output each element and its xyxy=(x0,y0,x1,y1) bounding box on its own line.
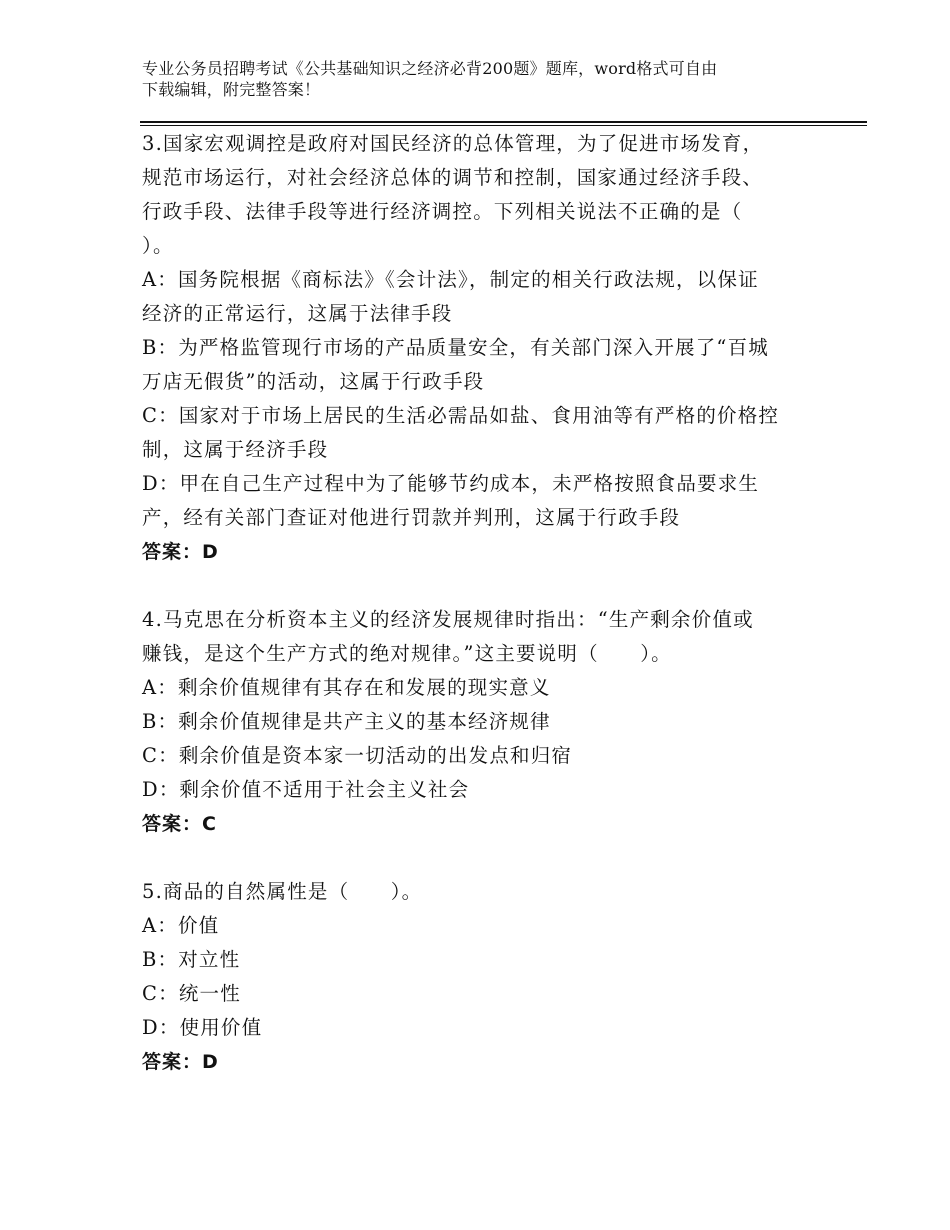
option-a-line: A：价值 xyxy=(142,914,220,937)
question-text-line: 4.马克思在分析资本主义的经济发展规律时指出：“生产剩余价值或 xyxy=(142,608,754,631)
option-b-line: 万店无假货”的活动，这属于行政手段 xyxy=(142,370,485,393)
question-4 xyxy=(142,603,822,841)
question-text-line: 赚钱，是这个生产方式的绝对规律。”这主要说明（ ）。 xyxy=(142,642,672,665)
option-b-line: B：对立性 xyxy=(142,948,241,971)
header-line-2: 下载编辑，附完整答案！ xyxy=(142,80,321,99)
spacer xyxy=(142,569,822,603)
option-c-line: C：统一性 xyxy=(142,982,241,1005)
option-c-line: C：剩余价值是资本家一切活动的出发点和归宿 xyxy=(142,744,573,767)
question-3 xyxy=(142,127,822,569)
question-text-line: 行政手段、法律手段等进行经济调控。下列相关说法不正确的是（ xyxy=(142,200,743,223)
option-d-line: D：剩余价值不适用于社会主义社会 xyxy=(142,778,470,801)
option-b-line: B：为严格监管现行市场的产品质量安全，有关部门深入开展了“百城 xyxy=(142,336,769,359)
answer-label: 答案：D xyxy=(142,1051,219,1073)
header-rule-thin xyxy=(140,125,867,126)
header-rule-thick xyxy=(140,121,867,123)
spacer xyxy=(142,841,822,875)
option-d-line: 产，经有关部门查证对他进行罚款并判刑，这属于行政手段 xyxy=(142,506,681,529)
question-text-line: 3.国家宏观调控是政府对国民经济的总体管理，为了促进市场发育， xyxy=(142,132,764,155)
header-line-1: 专业公务员招聘考试《公共基础知识之经济必背200题》题库，word格式可自由 xyxy=(142,59,718,78)
option-c-line: 制，这属于经济手段 xyxy=(142,438,329,461)
question-text-line: ）。 xyxy=(142,234,174,257)
answer-label: 答案：D xyxy=(142,541,219,563)
question-list xyxy=(142,127,822,1079)
option-c-line: C：国家对于市场上居民的生活必需品如盐、食用油等有严格的价格控 xyxy=(142,404,780,427)
option-a-line: 经济的正常运行，这属于法律手段 xyxy=(142,302,453,325)
option-b-line: B：剩余价值规律是共产主义的基本经济规律 xyxy=(142,710,551,733)
option-a-line: A：国务院根据《商标法》《会计法》，制定的相关行政法规，以保证 xyxy=(142,268,759,291)
question-text-line: 5.商品的自然属性是（ ）。 xyxy=(142,880,423,903)
question-text-line: 规范市场运行，对社会经济总体的调节和控制，国家通过经济手段、 xyxy=(142,166,764,189)
option-d-line: D：甲在自己生产过程中为了能够节约成本，未严格按照食品要求生 xyxy=(142,472,760,495)
answer-label: 答案：C xyxy=(142,813,217,835)
option-d-line: D：使用价值 xyxy=(142,1016,263,1039)
option-a-line: A：剩余价值规律有其存在和发展的现实意义 xyxy=(142,676,551,699)
question-5 xyxy=(142,875,822,1079)
document-header xyxy=(142,58,842,100)
